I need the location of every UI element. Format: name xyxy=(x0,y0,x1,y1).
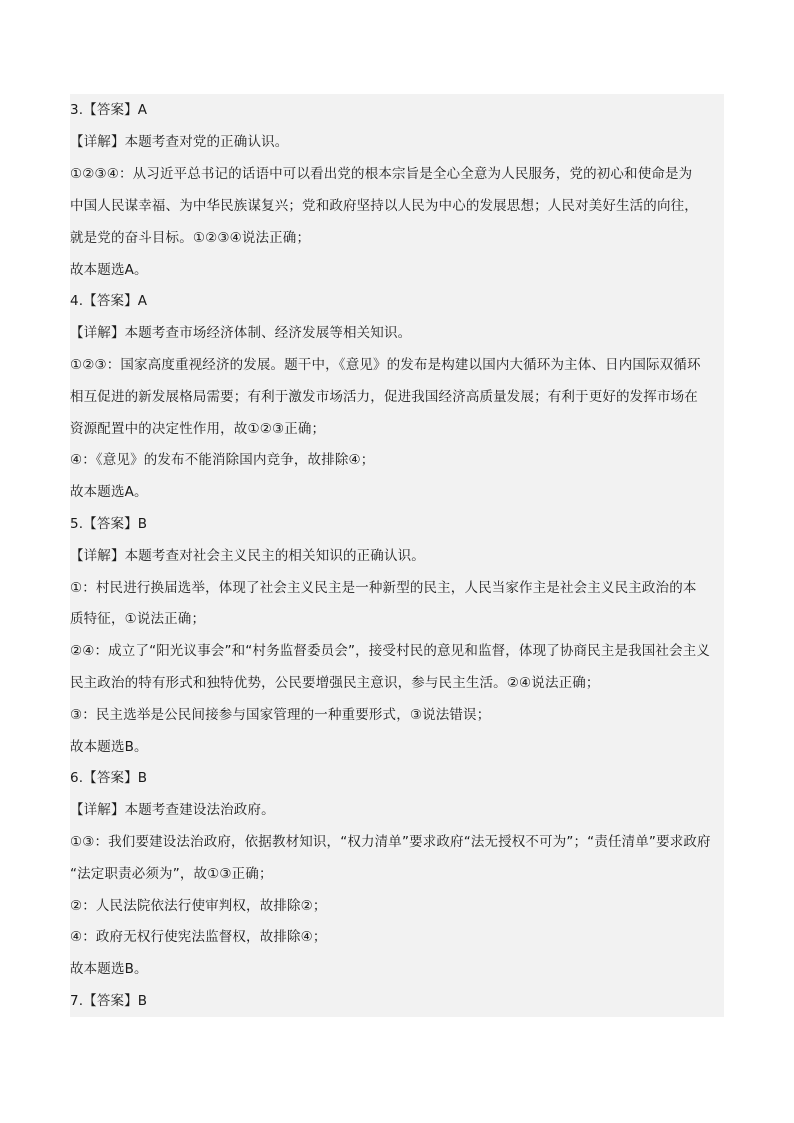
q4-explanation-heading: 【详解】本题考查市场经济体制、经济发展等相关知识。 xyxy=(70,325,412,341)
q6-conclusion: 故本题选B。 xyxy=(70,961,148,977)
q5-explanation-line: ①：村民进行换届选举，体现了社会主义民主是一种新型的民主，人民当家作主是社会主义民主政治的本 xyxy=(70,580,697,596)
q6-explanation-line: ①③：我们要建设法治政府，依据教材知识，“权力清单”要求政府“法无授权不可为”；“责任清单”要求政府 xyxy=(70,834,711,850)
q4-explanation-line: ④：《意见》的发布不能消除国内竞争，故排除④； xyxy=(70,452,375,468)
q6-explanation-heading: 【详解】本题考查建设法治政府。 xyxy=(70,802,275,818)
q5-explanation-heading: 【详解】本题考查对社会主义民主的相关知识的正确认识。 xyxy=(70,548,425,564)
answer-explanations xyxy=(70,94,724,1017)
q3-explanation-line: 中国人民谋幸福、为中华民族谋复兴；党和政府坚持以人民为中心的发展思想；人民对美好生活的向往， xyxy=(70,198,698,214)
q5-explanation-line: 民主政治的特有形式和独特优势，公民要增强民主意识，参与民主生活。②④说法正确； xyxy=(70,675,600,691)
q3-conclusion: 故本题选A。 xyxy=(70,262,148,278)
q3-answer: 3.【答案】A xyxy=(70,102,148,118)
q3-explanation-line: ①②③④：从习近平总书记的话语中可以看出党的根本宗旨是全心全意为人民服务，党的初心和使命是为 xyxy=(70,166,693,182)
q5-explanation-line: 质特征，①说法正确； xyxy=(70,611,206,627)
q5-conclusion: 故本题选B。 xyxy=(70,739,148,755)
q4-explanation-line: 资源配置中的决定性作用，故①②③正确； xyxy=(70,421,326,437)
q3-explanation-line: 就是党的奋斗目标。①②③④说法正确； xyxy=(70,230,311,246)
q4-answer: 4.【答案】A xyxy=(70,293,148,309)
q4-explanation-line: ①②③：国家高度重视经济的发展。题干中，《意见》的发布是构建以国内大循环为主体、日内国际双循环 xyxy=(70,357,701,373)
q4-conclusion: 故本题选A。 xyxy=(70,484,148,500)
q5-explanation-line: ③：民主选举是公民间接参与国家管理的一种重要形式，③说法错误； xyxy=(70,707,491,723)
q6-answer: 6.【答案】B xyxy=(70,770,148,786)
q3-explanation-heading: 【详解】本题考查对党的正确认识。 xyxy=(70,134,289,150)
q5-answer: 5.【答案】B xyxy=(70,516,148,532)
q4-explanation-line: 相互促进的新发展格局需要；有利于激发市场活力，促进我国经济高质量发展；有利于更好的发挥市场在 xyxy=(70,389,698,405)
q6-explanation-line: “法定职责必须为”，故①③正确； xyxy=(70,866,273,882)
q6-explanation-line: ②：人民法院依法行使审判权，故排除②； xyxy=(70,898,327,914)
q7-answer: 7.【答案】B xyxy=(70,993,148,1009)
q5-explanation-line: ②④：成立了“阳光议事会”和“村务监督委员会”，接受村民的意见和监督，体现了协商民主是我国社会主义 xyxy=(70,643,711,659)
q6-explanation-line: ④：政府无权行使宪法监督权，故排除④； xyxy=(70,929,327,945)
